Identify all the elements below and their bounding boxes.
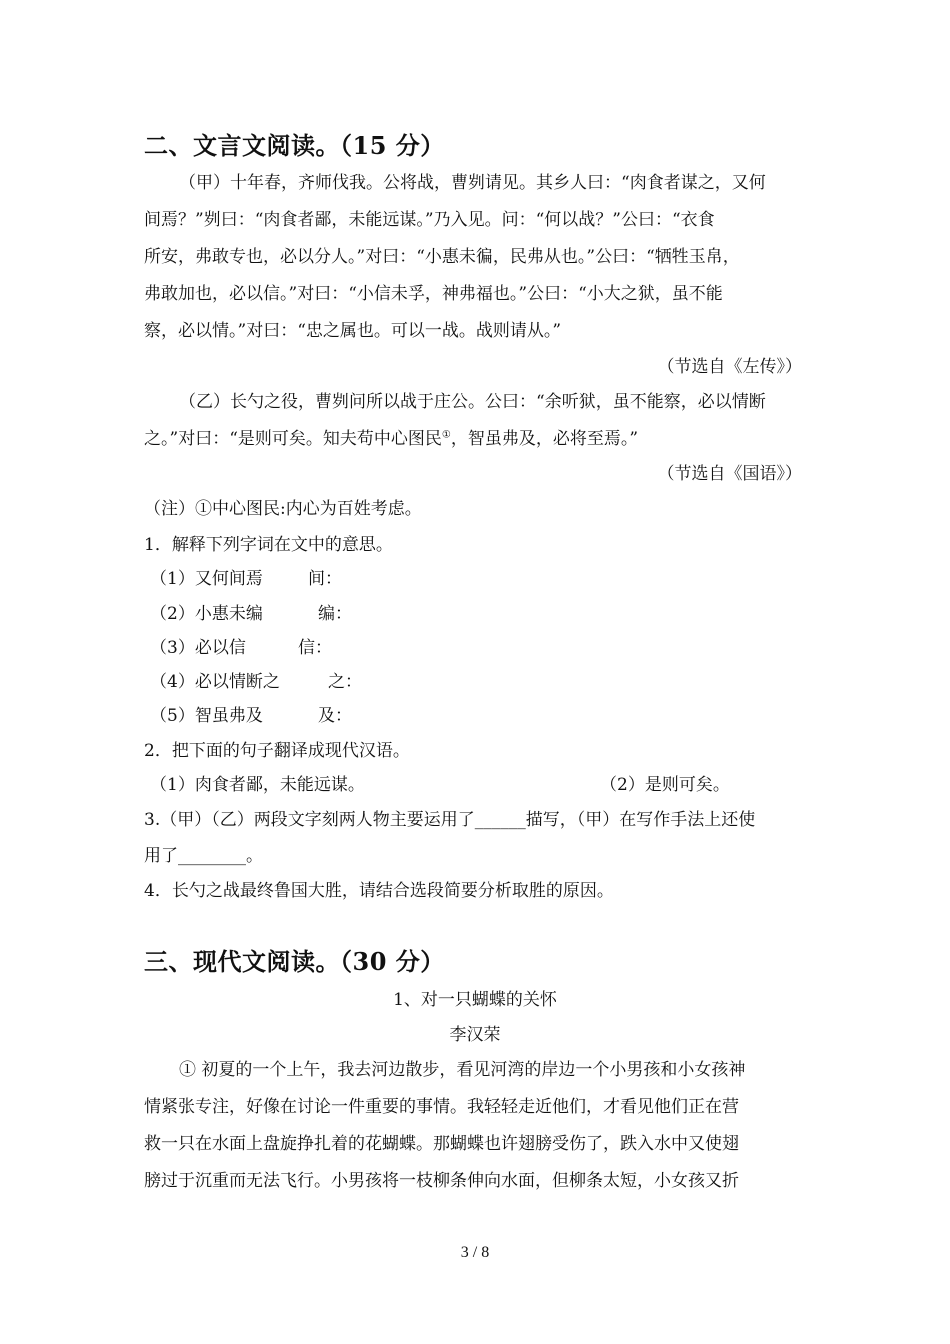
passage-b-text: ，智虽弗及，必将至焉。” xyxy=(450,429,639,449)
q1-item-phrase: （4）必以情断之 xyxy=(150,672,280,692)
passage-a-line: （甲）十年春，齐师伐我。公将战，曹刿请见。其乡人曰：“肉食者谋之，又何 xyxy=(179,173,766,193)
passage-a-line: 察，必以情。”对曰：“忠之属也。可以一战。战则请从。” xyxy=(144,321,562,341)
q1-item-word: 及： xyxy=(318,706,352,726)
q1-item-phrase: （2）小惠未编 xyxy=(150,604,263,624)
question-2: 2．把下面的句子翻译成现代汉语。 xyxy=(144,741,410,761)
q2-item: （1）肉食者鄙，未能远谋。 xyxy=(150,775,365,795)
q1-item-phrase: （3）必以信 xyxy=(150,638,246,658)
question-3: 3.（甲）（乙）两段文字刻两人物主要运用了______描写，（甲）在写作手法上还使 xyxy=(144,810,756,830)
q1-item-phrase: （1）又何间焉 xyxy=(150,569,263,589)
passage-b-text: 之。”对曰：“是则可矣。知夫苟中心图民 xyxy=(144,429,442,449)
footnote-marker: ① xyxy=(441,429,451,441)
article-author: 李汉荣 xyxy=(449,1025,501,1045)
article-paragraph-line: 膀过于沉重而无法飞行。小男孩将一枝柳条伸向水面，但柳条太短，小女孩又折 xyxy=(144,1171,739,1191)
passage-b-line xyxy=(144,428,638,450)
passage-b-line: （乙）长勺之役，曹刿问所以战于庄公。公曰：“余听狱，虽不能察，必以情断 xyxy=(179,392,766,412)
question-1: 1．解释下列字词在文中的意思。 xyxy=(144,535,393,555)
q1-item-word: 间： xyxy=(308,569,342,589)
article-paragraph-line: ① 初夏的一个上午，我去河边散步，看见河湾的岸边一个小男孩和小女孩神 xyxy=(179,1060,746,1080)
passage-a-line: 弗敢加也，必以信。”对曰：“小信未孚，神弗福也。”公曰：“小大之狱，虽不能 xyxy=(144,284,723,304)
passage-a-line: 间焉？”刿曰：“肉食者鄙，未能远谋。”乃入见。问：“何以战？”公曰：“衣食 xyxy=(144,210,715,230)
q1-item-word: 之： xyxy=(328,672,362,692)
q2-item: （2）是则可矣。 xyxy=(600,775,730,795)
q1-item-word: 编： xyxy=(318,604,352,624)
q1-item-word: 信： xyxy=(298,638,332,658)
passage-a-line: 所安，弗敢专也，必以分人。”对曰：“小惠未徧，民弗从也。”公曰：“牺牲玉帛， xyxy=(144,247,740,267)
annotation-note: （注）①中心图民:内心为百姓考虑。 xyxy=(144,499,422,519)
q1-item-phrase: （5）智虽弗及 xyxy=(150,706,263,726)
source-zuozhuan: （节选自《左传》） xyxy=(657,357,802,377)
section-title-classical: 二、文言文阅读。（15 分） xyxy=(144,131,445,160)
article-paragraph-line: 情紧张专注，好像在讨论一件重要的事情。我轻轻走近他们，才看见他们正在营 xyxy=(144,1097,739,1117)
section-title-modern: 三、现代文阅读。（30 分） xyxy=(144,947,445,976)
question-3-cont: 用了________。 xyxy=(144,846,263,866)
article-title: 1、对一只蝴蝶的关怀 xyxy=(393,990,557,1010)
page-number: 3 / 8 xyxy=(460,1244,490,1261)
source-guoyu: （节选自《国语》） xyxy=(657,464,802,484)
article-paragraph-line: 救一只在水面上盘旋挣扎着的花蝴蝶。那蝴蝶也许翅膀受伤了，跌入水中又使翅 xyxy=(144,1134,739,1154)
question-4: 4．长勺之战最终鲁国大胜，请结合选段简要分析取胜的原因。 xyxy=(144,881,614,901)
